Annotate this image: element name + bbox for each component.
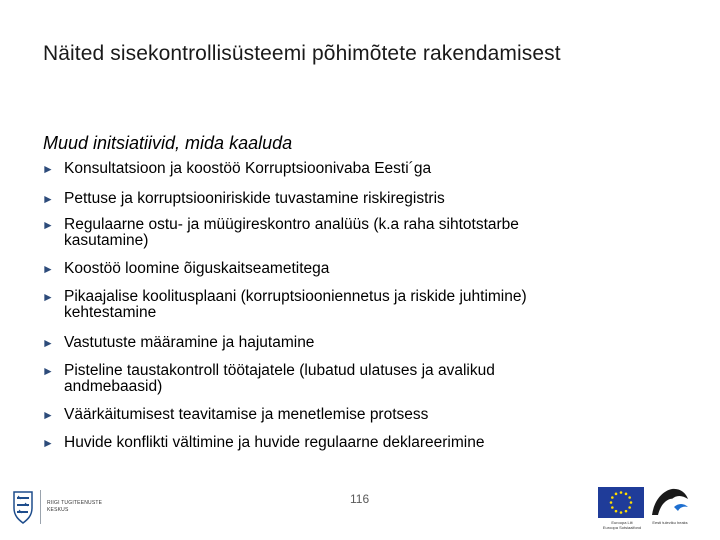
- eesti-tuleviku-heaks-icon: [648, 485, 692, 519]
- estonian-coat-of-arms-icon: [12, 490, 34, 524]
- bullet-arrow-icon: ►: [42, 218, 54, 232]
- bullet-line: kasutamine): [64, 232, 149, 249]
- rtk-logo-line2: KESKUS: [47, 507, 69, 513]
- eu-star: [628, 506, 631, 509]
- bullet-line: kehtestamine: [64, 304, 157, 321]
- bullet-arrow-icon: ►: [42, 192, 54, 206]
- bullet-item: [42, 261, 682, 278]
- bullet-line: Konsultatsioon ja koostöö Korruptsioonivaba Eesti´ga: [64, 160, 432, 177]
- bullet-arrow-icon: ►: [42, 290, 54, 304]
- bullet-arrow-icon: ►: [42, 436, 54, 450]
- bullet-arrow-icon: ►: [42, 336, 54, 350]
- rtk-logo-text: [47, 500, 102, 514]
- bullet-line: andmebaasid): [64, 378, 163, 395]
- bullet-line: Väärkäitumisest teavitamise ja menetlemise protsess: [64, 406, 429, 423]
- slide-title: Näited sisekontrollisüsteemi põhimõtete rakendamisest: [43, 42, 561, 65]
- bullet-text: [64, 363, 682, 395]
- eu-logo-caption: [596, 520, 648, 530]
- eu-star: [625, 510, 628, 513]
- eu-star: [628, 496, 631, 499]
- eu-star: [611, 496, 614, 499]
- bullet-line: Vastutuste määramine ja hajutamine: [64, 334, 315, 351]
- bullet-item: [42, 161, 682, 178]
- eu-star: [625, 493, 628, 496]
- slide-subtitle: Muud initsiatiivid, mida kaaluda: [43, 133, 293, 153]
- bullet-line: Pikaajalise koolitusplaani (korruptsiooniennetus ja riskide juhtimine): [64, 288, 527, 305]
- bullet-arrow-icon: ►: [42, 162, 54, 176]
- eu-star: [615, 493, 618, 496]
- rtk-logo: [12, 490, 102, 524]
- logo-divider: [40, 490, 41, 524]
- bullet-item: [42, 217, 682, 249]
- eu-star: [620, 491, 623, 494]
- eu-star: [630, 501, 633, 504]
- eu-star: [620, 511, 623, 514]
- bullet-text: [64, 161, 682, 178]
- bullet-item: [42, 335, 682, 352]
- eu-caption-line2: Euroopa Sotsiaalfond: [602, 525, 642, 530]
- bullet-item: [42, 289, 682, 321]
- bullet-item: [42, 435, 682, 452]
- bullet-line: Regulaarne ostu- ja müügireskontro analüüs (k.a raha sihtotstarbe: [64, 216, 519, 233]
- bullet-line: Pisteline taustakontroll töötajatele (lubatud ulatuses ja avalikud: [64, 362, 495, 379]
- bullet-arrow-icon: ►: [42, 408, 54, 422]
- bullet-text: [64, 191, 682, 208]
- bullet-text: [64, 407, 682, 424]
- bullet-item: [42, 407, 682, 424]
- sf-logo-caption: Eesti tuleviku heaks: [652, 520, 688, 525]
- eu-star: [611, 506, 614, 509]
- bullet-item: [42, 363, 682, 395]
- bullet-text: [64, 217, 682, 249]
- bullet-line: Huvide konflikti vältimine ja huvide regulaarne deklareerimine: [64, 434, 485, 451]
- rtk-logo-line1: RIIGI TUGITEENUSTE: [47, 500, 103, 506]
- eu-star: [615, 510, 618, 513]
- bullet-line: Koostöö loomine õiguskaitseametitega: [64, 260, 330, 277]
- bullet-item: [42, 191, 682, 208]
- bullet-text: [64, 335, 682, 352]
- eu-caption-line1: Euroopa Liit: [611, 520, 633, 525]
- eu-flag-icon: [598, 487, 644, 518]
- page-number: 116: [350, 492, 370, 506]
- eu-star: [610, 501, 613, 504]
- bullet-text: [64, 261, 682, 278]
- bullet-line: Pettuse ja korruptsiooniriskide tuvastamine riskiregistris: [64, 190, 445, 207]
- bullet-arrow-icon: ►: [42, 364, 54, 378]
- bullet-text: [64, 435, 682, 452]
- bullet-text: [64, 289, 682, 321]
- bullet-arrow-icon: ►: [42, 262, 54, 276]
